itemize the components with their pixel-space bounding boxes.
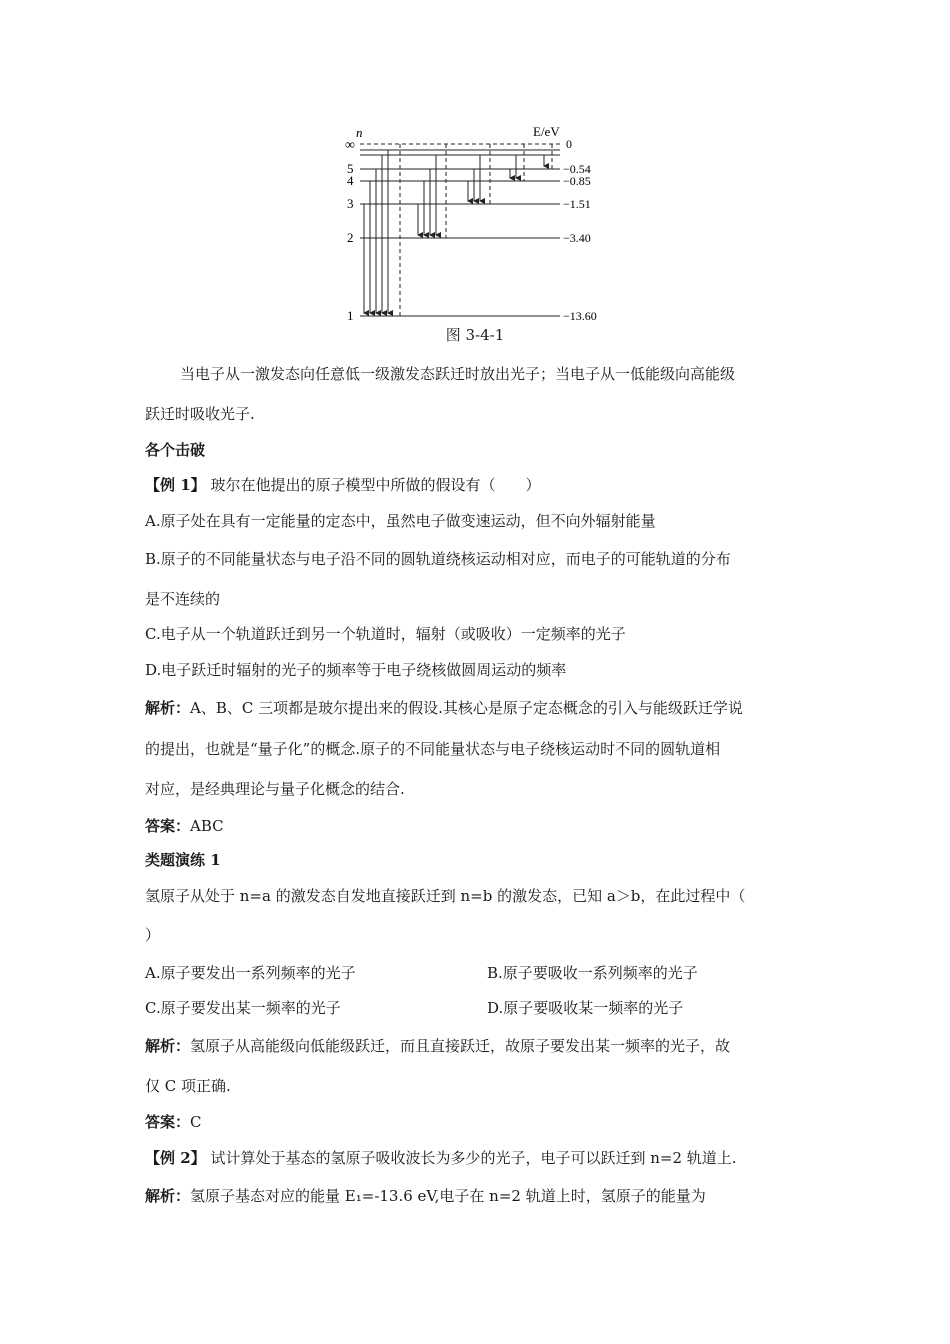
energy-level-diagram	[330, 120, 620, 325]
level-energy-1: −13.60	[563, 309, 597, 323]
example-label: 【例 2】	[145, 1149, 206, 1167]
analysis-line: 仅 C 项正确.	[145, 1077, 231, 1095]
option-b: B.原子的不同能量状态与电子沿不同的圆轨道绕核运动相对应，而电子的可能轨道的分布	[145, 550, 731, 568]
option-c: C.电子从一个轨道跃迁到另一个轨道时，辐射（或吸收）一定频率的光子	[145, 625, 626, 643]
level-energy-5: −0.54	[563, 162, 591, 176]
option-a: A.原子要发出一系列频率的光子	[145, 964, 356, 982]
level-n-1: 1	[347, 308, 354, 323]
level-energy-infinity: 0	[566, 137, 572, 151]
option-c: C.原子要发出某一频率的光子	[145, 999, 341, 1017]
option-a: A.原子处在具有一定能量的定态中，虽然电子做变速运动，但不向外辐射能量	[145, 512, 656, 530]
level-n-infinity: ∞	[345, 138, 355, 153]
analysis-text: 氢原子基态对应的能量 E₁=-13.6 eV,电子在 n=2 轨道上时，氢原子的能量为	[190, 1187, 706, 1205]
answer-text: C	[190, 1113, 202, 1131]
analysis-line	[145, 1186, 810, 1206]
question-line: 氢原子从处于 n=a 的激发态自发地直接跃迁到 n=b 的激发态，已知 a＞b，在此过程中（	[145, 887, 746, 905]
analysis-line	[145, 1036, 810, 1056]
option-d: D.原子要吸收某一频率的光子	[487, 999, 684, 1017]
paragraph-line: 跃迁时吸收光子.	[145, 405, 255, 423]
level-n-2: 2	[347, 230, 354, 245]
section-heading: 类题演练 1	[145, 851, 221, 869]
level-n-3: 3	[347, 196, 354, 211]
level-energy-4: −0.85	[563, 174, 591, 188]
option-b-continued: 是不连续的	[145, 590, 221, 608]
n-axis-label: n	[356, 125, 363, 140]
analysis-text: 氢原子从高能级向低能级跃迁，而且直接跃迁，故原子要发出某一频率的光子，故	[190, 1037, 731, 1055]
answer-line	[145, 816, 810, 836]
example-label: 【例 1】	[145, 476, 206, 494]
question-text: 玻尔在他提出的原子模型中所做的假设有（ ）	[205, 476, 541, 494]
analysis-text: A、B、C 三项都是玻尔提出来的假设.其核心是原子定态概念的引入与能级跃迁学说	[190, 699, 743, 717]
analysis-line	[145, 698, 810, 718]
energy-axis-label: E/eV	[533, 124, 560, 139]
option-b: B.原子要吸收一系列频率的光子	[487, 964, 698, 982]
analysis-label: 解析：	[145, 1037, 191, 1055]
section-heading: 各个击破	[145, 441, 206, 459]
example-2-question	[145, 1148, 810, 1168]
figure-caption: 图 3-4-1	[445, 326, 505, 344]
analysis-line: 的提出，也就是“量子化”的概念.原子的不同能量状态与电子绕核运动时不同的圆轨道相	[145, 740, 721, 758]
paragraph-line: 当电子从一激发态向任意低一级激发态跃迁时放出光子；当电子从一低能级向高能级	[180, 365, 736, 383]
answer-label: 答案：	[145, 817, 191, 835]
analysis-label: 解析：	[145, 699, 191, 717]
answer-line	[145, 1112, 810, 1132]
answer-label: 答案：	[145, 1113, 191, 1131]
answer-text: ABC	[190, 817, 224, 835]
question-text: 试计算处于基态的氢原子吸收波长为多少的光子，电子可以跃迁到 n=2 轨道上.	[205, 1149, 737, 1167]
analysis-line: 对应，是经典理论与量子化概念的结合.	[145, 780, 405, 798]
level-energy-3: −1.51	[563, 197, 591, 211]
analysis-label: 解析：	[145, 1187, 191, 1205]
level-n-4: 4	[347, 173, 354, 188]
level-n-5: 5	[347, 161, 354, 176]
question-line: ）	[145, 926, 161, 944]
option-d: D.电子跃迁时辐射的光子的频率等于电子绕核做圆周运动的频率	[145, 661, 567, 679]
example-1-question	[145, 475, 810, 495]
level-energy-2: −3.40	[563, 231, 591, 245]
